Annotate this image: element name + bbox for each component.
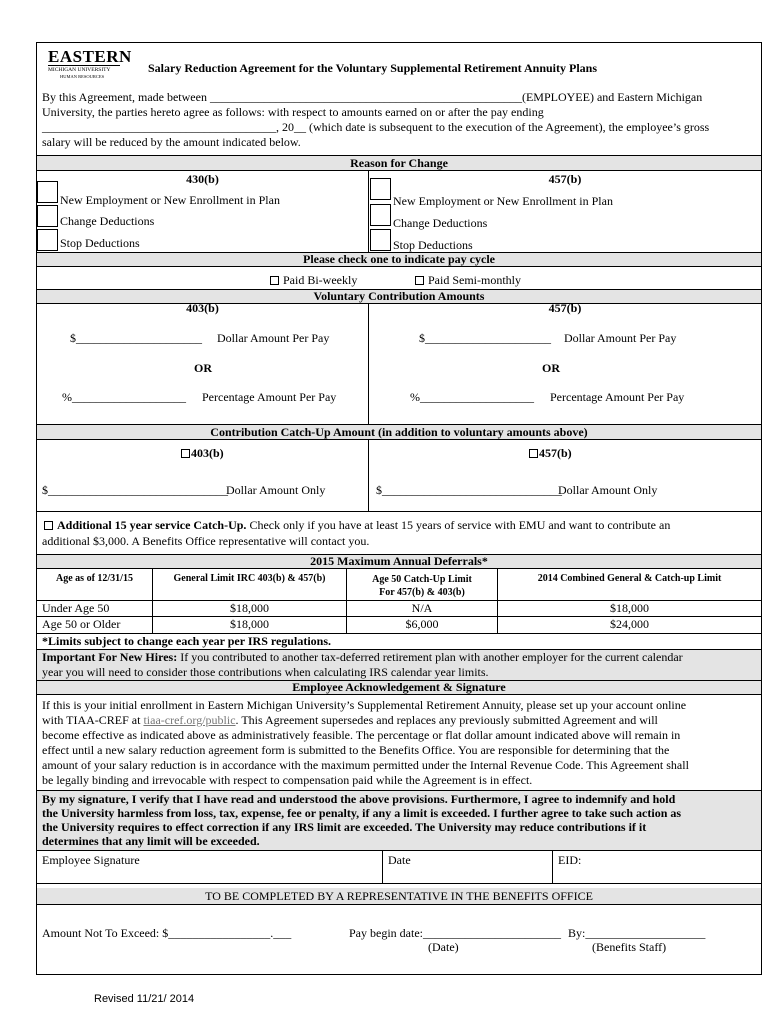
catchup-heading: Contribution Catch-Up Amount (in addition to voluntary amounts above) — [210, 425, 588, 439]
logo-sub: MICHIGAN UNIVERSITY — [48, 65, 120, 74]
voluntary-403b-dollar-label: Dollar Amount Per Pay — [217, 331, 330, 345]
logo-main: EASTERN — [48, 47, 132, 66]
new-hires-text: If you contributed to another tax-deferred retirement plan with another employer for the current calendar — [177, 650, 683, 664]
deferrals-footnote: *Limits subject to change each year per IRS regulations. — [42, 634, 331, 648]
amount-not-to-exceed-field[interactable]: Amount Not To Exceed: $_________________.___ — [42, 926, 292, 940]
option-457b-new: New Employment or New Enrollment in Plan — [393, 194, 613, 208]
voluntary-heading: Voluntary Contribution Amounts — [313, 289, 485, 303]
ack-line-1: If this is your initial enrollment in Eastern Michigan University’s Supplemental Retirement Annuity, please set up your account online — [42, 698, 687, 712]
option-457b-change: Change Deductions — [393, 216, 488, 230]
eid-label: EID: — [558, 853, 582, 867]
reason-heading: Reason for Change — [350, 156, 448, 170]
ack-line-4: effect until a new salary reduction agreement form is submitted to the Benefits Office. You are responsible for determining that the — [42, 743, 670, 757]
voluntary-457b-pct-field[interactable]: %___________________ — [410, 390, 534, 404]
pay-biweekly-option[interactable] — [270, 273, 357, 288]
deferrals-header-catchup-1: Age 50 Catch-Up Limit — [372, 574, 472, 585]
checkbox-457b-stop[interactable] — [370, 229, 391, 251]
voluntary-403b-dollar-field[interactable]: $_____________________ — [70, 331, 202, 345]
intro-line-1: By this Agreement, made between ____________________________________________________(EMPLOYEE) and Eastern Michigan — [42, 90, 703, 104]
catchup-403b-option[interactable] — [181, 446, 224, 461]
eid-field[interactable] — [580, 853, 760, 882]
checkbox-457b-new[interactable] — [370, 178, 391, 200]
catchup-403b-checkbox[interactable] — [181, 449, 190, 458]
checkbox-403b-stop[interactable] — [37, 229, 58, 251]
deferrals-header-catchup-2: For 457(b) & 403(b) — [379, 587, 465, 598]
intro-line-4: salary will be reduced by the amount indicated below. — [42, 135, 301, 149]
voluntary-col-left: 403(b) — [186, 301, 219, 315]
ack-heading: Employee Acknowledgement & Signature — [292, 680, 506, 694]
pay-begin-date-caption: (Date) — [428, 940, 459, 954]
deferral-row-2-age: Age 50 or Older — [42, 617, 121, 631]
catchup-457b-option[interactable] — [529, 446, 572, 461]
option-457b-stop: Stop Deductions — [393, 238, 473, 252]
checkbox-457b-change[interactable] — [370, 204, 391, 226]
voluntary-403b-pct-label: Percentage Amount Per Pay — [202, 390, 337, 404]
catchup-457b-label: 457(b) — [539, 446, 572, 460]
option-403b-new: New Employment or New Enrollment in Plan — [60, 193, 280, 207]
catchup-403b-dollar-field[interactable]: $______________________________ — [42, 483, 228, 497]
ack-bold-line-4: determines that any limit will be exceeded. — [42, 834, 260, 848]
catchup-403b-label: 403(b) — [191, 446, 224, 460]
new-hires-line-2: year you will need to consider those contributions when calculating IRS calendar year limits. — [42, 665, 489, 679]
ack-line-2-start: with TIAA-CREF at — [42, 713, 144, 727]
biweekly-checkbox[interactable] — [270, 276, 279, 285]
benefits-heading: TO BE COMPLETED BY A REPRESENTATIVE IN THE BENEFITS OFFICE — [205, 889, 593, 903]
pay-begin-date-field[interactable]: Pay begin date:_______________________ — [349, 926, 561, 940]
voluntary-403b-or: OR — [194, 361, 212, 375]
voluntary-403b-pct-field[interactable]: %___________________ — [62, 390, 186, 404]
deferrals-header-age: Age as of 12/31/15 — [56, 573, 133, 584]
ack-bold-line-3: the University requires to effect correction if any IRS limit are exceeded. The University may reduce contributions if it — [42, 820, 647, 834]
voluntary-col-right: 457(b) — [548, 301, 582, 315]
logo-dept: HUMAN RESOURCES — [60, 74, 105, 79]
catchup-457b-dollar-label: Dollar Amount Only — [558, 483, 658, 497]
ack-line-6: be legally binding and irrevocable with respect to compensation paid while the Agreement is in effect. — [42, 773, 533, 787]
checkbox-403b-new[interactable] — [37, 181, 58, 203]
emu-logo — [48, 47, 132, 80]
voluntary-457b-or: OR — [542, 361, 560, 375]
deferral-row-2-catchup: $6,000 — [405, 617, 439, 631]
service-catchup-text: Check only if you have at least 15 years of service with EMU and want to contribute an — [246, 518, 671, 532]
semimonthly-checkbox[interactable] — [415, 276, 424, 285]
checkbox-403b-change[interactable] — [37, 205, 58, 227]
deferral-row-2-combined: $24,000 — [610, 617, 649, 631]
ack-line-3: become effective as indicated above as administratively feasible. The percentage or flat dollar amount indicated above will remain in — [42, 728, 681, 742]
service-catchup-checkbox[interactable] — [44, 521, 53, 530]
catchup-403b-dollar-label: Dollar Amount Only — [226, 483, 326, 497]
deferrals-heading: 2015 Maximum Annual Deferrals* — [310, 554, 488, 568]
voluntary-457b-dollar-field[interactable]: $_____________________ — [419, 331, 551, 345]
deferral-row-1-age: Under Age 50 — [42, 601, 110, 615]
form-title: Salary Reduction Agreement for the Voluntary Supplemental Retirement Annuity Plans — [148, 61, 598, 75]
catchup-457b-checkbox[interactable] — [529, 449, 538, 458]
semimonthly-label: Paid Semi-monthly — [428, 273, 521, 287]
signature-date-field[interactable] — [383, 867, 552, 882]
voluntary-457b-dollar-label: Dollar Amount Per Pay — [564, 331, 677, 345]
service-catchup-line-1[interactable] — [44, 518, 670, 533]
deferral-row-1-combined: $18,000 — [610, 601, 649, 615]
deferrals-header-general: General Limit IRC 403(b) & 457(b) — [173, 573, 326, 584]
pay-semimonthly-option[interactable] — [415, 273, 521, 288]
deferrals-header-combined: 2014 Combined General & Catch-up Limit — [537, 573, 722, 584]
employee-signature-label: Employee Signature — [42, 853, 140, 867]
catchup-457b-dollar-field[interactable]: $______________________________ — [376, 483, 562, 497]
deferral-row-1-general: $18,000 — [230, 601, 269, 615]
new-hires-line-1 — [42, 650, 683, 665]
pay-cycle-heading: Please check one to indicate pay cycle — [303, 252, 495, 266]
intro-line-2: University, the parties hereto agree as follows: with respect to amounts earned on or after the pay ending — [42, 105, 544, 119]
revised-date: Revised 11/21/ 2014 — [94, 993, 195, 1005]
reason-col-left: 430(b) — [186, 172, 219, 186]
ack-line-2 — [42, 713, 658, 728]
benefits-staff-caption: (Benefits Staff) — [592, 940, 667, 954]
deferral-row-2-general: $18,000 — [230, 617, 269, 631]
ack-line-5: amount of your salary reduction is in accordance with the maximum permitted under the Internal Revenue Code. This Agreement shall — [42, 758, 689, 772]
option-403b-stop: Stop Deductions — [60, 236, 140, 250]
voluntary-457b-pct-label: Percentage Amount Per Pay — [550, 390, 685, 404]
option-403b-change: Change Deductions — [60, 214, 155, 228]
signature-date-label: Date — [388, 853, 411, 867]
ack-bold-line-2: the University harmless from loss, tax, expense, fee or penalty, if any a limit is exceeded. I further agree to take such action as — [42, 806, 682, 820]
ack-bold-line-1: By my signature, I verify that I have read and understood the above provisions. Furthermore, I agree to indemnify and hold — [42, 792, 676, 806]
benefits-staff-field[interactable]: By:____________________ — [568, 926, 706, 940]
deferral-row-1-catchup: N/A — [411, 601, 433, 615]
biweekly-label: Paid Bi-weekly — [283, 273, 358, 287]
new-hires-title: Important For New Hires: — [42, 650, 178, 664]
service-catchup-line-2: additional $3,000. A Benefits Office representative will contact you. — [42, 534, 370, 548]
service-catchup-title: Additional 15 year service Catch-Up. — [57, 518, 247, 532]
employee-signature-field[interactable] — [37, 867, 382, 882]
intro-line-3: _______________________________________, 20__ (which date is subsequent to the execution of the Agreement), the employee’s gross — [42, 120, 710, 134]
reason-col-right: 457(b) — [548, 172, 582, 186]
tiaa-cref-link[interactable]: tiaa-cref.org/public — [143, 713, 236, 727]
ack-line-2-end: . This Agreement supersedes and replaces any previously submitted Agreement and will — [235, 713, 658, 727]
